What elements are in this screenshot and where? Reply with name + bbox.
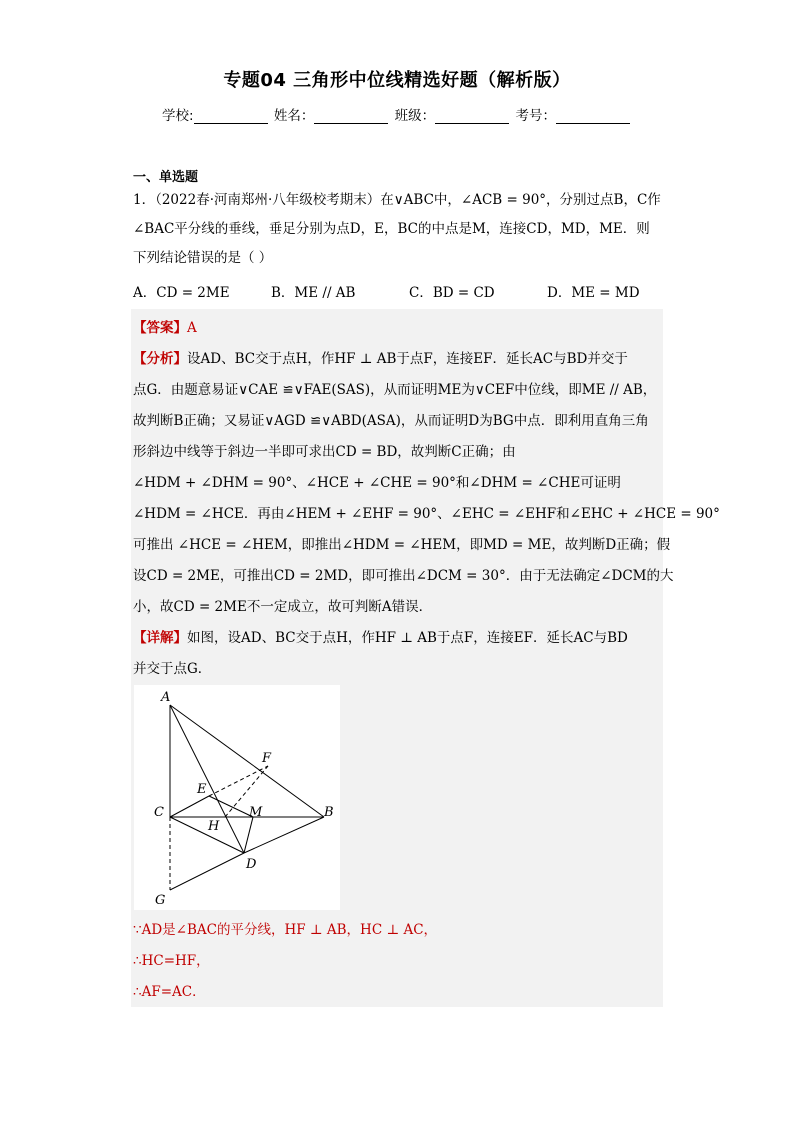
geometry-figure bbox=[134, 685, 340, 910]
point-label-m: M bbox=[249, 805, 263, 820]
segment-ce bbox=[170, 796, 209, 817]
section-title: 一、单选题 bbox=[133, 170, 199, 185]
segment-gd bbox=[170, 853, 244, 890]
point-label-d: D bbox=[246, 857, 257, 872]
analysis-line-7: 可推出 ∠HCE = ∠HEM，即推出∠HDM = ∠HEM，即MD = ME，故判断D正确；假 bbox=[133, 537, 671, 553]
detail-text-1: 如图，设AD、BC交于点H，作HF ⊥ AB于点F，连接EF．延长AC与BD bbox=[187, 630, 628, 646]
name-label: 姓名： bbox=[273, 108, 315, 124]
class-label: 班级： bbox=[394, 108, 436, 124]
point-label-g: G bbox=[155, 893, 166, 908]
point-label-e: E bbox=[197, 782, 207, 797]
number-blank bbox=[556, 111, 630, 124]
analysis-line-2: 点G．由题意易证∨CAE ≌∨FAE(SAS)，从而证明ME为∨CEF中位线，即ME // AB， bbox=[133, 382, 657, 398]
segment-db bbox=[244, 817, 324, 853]
school-label: 学校: bbox=[162, 108, 194, 124]
detail-label: 【详解】 bbox=[133, 630, 187, 646]
point-label-c: C bbox=[154, 805, 164, 820]
analysis-line-4: 形斜边中线等于斜边一半即可求出CD = BD，故判断C正确；由 bbox=[133, 444, 516, 460]
question-line-3: 下列结论错误的是（ ） bbox=[133, 250, 273, 266]
segment-ab bbox=[170, 705, 324, 817]
segment-cd bbox=[170, 817, 244, 853]
answer-value: A bbox=[187, 320, 197, 336]
analysis-line-6: ∠HDM = ∠HCE．再由∠HEM + ∠EHF = 90°、∠EHC = ∠EHF和∠EHC + ∠HCE = 90° bbox=[133, 506, 720, 522]
point-label-b: B bbox=[324, 805, 334, 820]
analysis-text-1: 设AD、BC交于点H，作HF ⊥ AB于点F，连接EF．延长AC与BD并交于 bbox=[187, 351, 628, 367]
option-a: A．CD = 2ME bbox=[133, 285, 230, 301]
student-info-line bbox=[0, 104, 794, 124]
segment-md bbox=[244, 817, 253, 853]
detail-line-1 bbox=[133, 626, 628, 646]
analysis-label: 【分析】 bbox=[133, 351, 187, 367]
step-line-1: ∵AD是∠BAC的平分线，HF ⊥ AB，HC ⊥ AC， bbox=[133, 922, 438, 938]
option-b: B．ME // AB bbox=[271, 285, 356, 301]
question-line-2: ∠BAC平分线的垂线，垂足分别为点D，E，BC的中点是M，连接CD，MD，ME．则 bbox=[133, 221, 650, 237]
question-stem bbox=[133, 186, 663, 273]
analysis-line-3: 故判断B正确；又易证∨AGD ≌∨ABD(ASA)，从而证明D为BG中点．即利用直角三角 bbox=[133, 413, 649, 429]
point-label-a: A bbox=[161, 690, 171, 705]
option-c: C．BD = CD bbox=[409, 285, 495, 301]
analysis-line-8: 设CD = 2ME，可推出CD = 2MD，即可推出∠DCM = 30°．由于无法确定∠DCM的大 bbox=[133, 568, 674, 584]
page-title: 专题04 三角形中位线精选好题（解析版） bbox=[223, 70, 571, 91]
segment-ad bbox=[170, 705, 244, 853]
option-d: D．ME = MD bbox=[547, 285, 640, 301]
segment-em bbox=[209, 796, 253, 817]
school-blank bbox=[194, 111, 268, 124]
figure-svg bbox=[134, 685, 340, 910]
point-label-f: F bbox=[262, 751, 272, 766]
analysis-line-9: 小，故CD = 2ME不一定成立，故可判断A错误． bbox=[133, 599, 433, 615]
analysis-line-1 bbox=[133, 347, 628, 367]
question-line-1: 1．（2022春·河南郑州·八年级校考期末）在∨ABC中，∠ACB = 90°，分别过点B，C作 bbox=[133, 192, 661, 208]
number-label: 考号： bbox=[515, 108, 556, 124]
step-line-2: ∴HC=HF， bbox=[133, 953, 210, 969]
segment-ef-dashed bbox=[209, 766, 268, 796]
analysis-line-5: ∠HDM + ∠DHM = 90°、∠HCE + ∠CHE = 90°和∠DHM = ∠CHE可证明 bbox=[133, 475, 621, 491]
class-blank bbox=[435, 111, 509, 124]
step-line-3: ∴AF=AC． bbox=[133, 984, 206, 1000]
point-label-h: H bbox=[208, 819, 220, 834]
name-blank bbox=[314, 111, 388, 124]
answer-label: 【答案】 bbox=[133, 320, 187, 336]
detail-line-2: 并交于点G． bbox=[133, 661, 212, 677]
answer-line bbox=[133, 316, 197, 336]
